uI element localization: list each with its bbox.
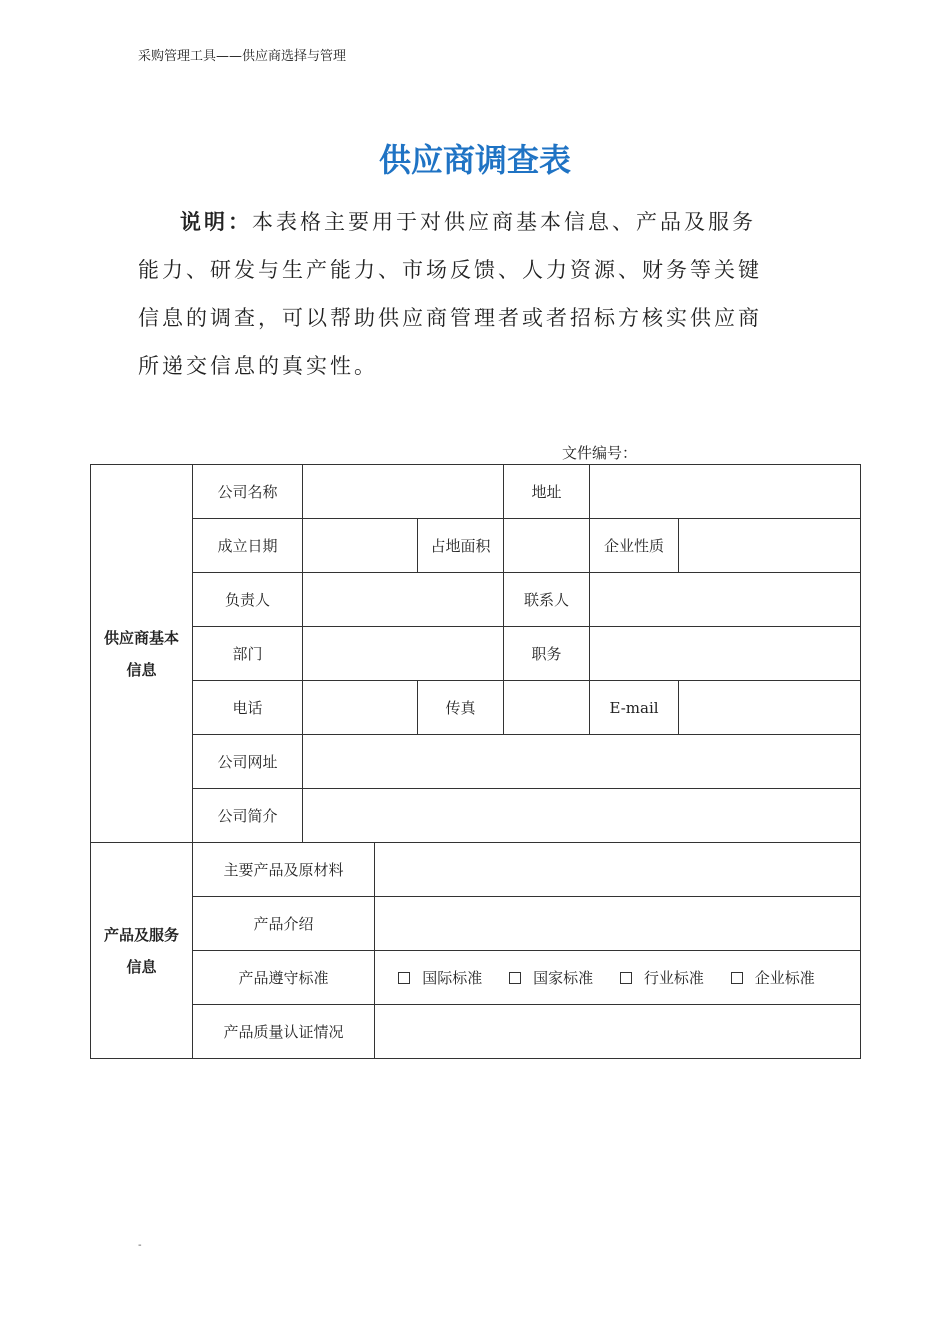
page-header: 采购管理工具——供应商选择与管理 [138,49,347,64]
fax-label: 传真 [418,681,504,735]
company-name-field[interactable] [303,465,504,519]
supplier-survey-table [90,464,861,1059]
product-info-group-text: 产品及服务信息 [103,925,179,976]
email-label: E-mail [590,681,679,735]
product-info-group-label [91,843,193,1059]
contact-field[interactable] [590,573,861,627]
standards-label: 产品遵守标准 [193,951,375,1005]
standard-option-industry[interactable] [620,967,704,988]
standard-option-enterprise[interactable] [731,967,815,988]
basic-info-group-text: 供应商基本信息 [103,628,179,679]
checkbox-icon[interactable] [620,972,632,984]
land-area-label: 占地面积 [418,519,504,573]
person-in-charge-label: 负责人 [193,573,303,627]
address-field[interactable] [590,465,861,519]
main-products-label: 主要产品及原材料 [193,843,375,897]
page-title: 供应商调查表 [378,141,571,179]
company-name-label: 公司名称 [193,465,303,519]
description-body: 本表格主要用于对供应商基本信息、产品及服务能力、研发与生产能力、市场反馈、人力资源、财务等关键信息的调查，可以帮助供应商管理者或者招标方核实供应商所递交信息的真实性。 [138,210,762,378]
product-intro-label: 产品介绍 [193,897,375,951]
description-lead: 说明： [180,209,252,234]
checkbox-icon[interactable] [731,972,743,984]
basic-info-group-label [91,465,193,843]
founded-date-field[interactable] [303,519,418,573]
department-field[interactable] [303,627,504,681]
standard-option-label: 企业标准 [754,969,815,987]
email-field[interactable] [679,681,861,735]
position-field[interactable] [590,627,861,681]
profile-field[interactable] [303,789,861,843]
person-in-charge-field[interactable] [303,573,504,627]
checkbox-icon[interactable] [509,972,521,984]
enterprise-type-field[interactable] [679,519,861,573]
phone-field[interactable] [303,681,418,735]
contact-label: 联系人 [504,573,590,627]
website-label: 公司网址 [193,735,303,789]
land-area-field[interactable] [504,519,590,573]
quality-cert-field[interactable] [375,1005,861,1059]
footer-mark: - [138,1240,142,1251]
enterprise-type-label: 企业性质 [590,519,679,573]
founded-date-label: 成立日期 [193,519,303,573]
main-products-field[interactable] [375,843,861,897]
department-label: 部门 [193,627,303,681]
checkbox-icon[interactable] [398,972,410,984]
address-label: 地址 [504,465,590,519]
position-label: 职务 [504,627,590,681]
standards-options [375,951,861,1005]
file-number-label: 文件编号： [562,444,638,462]
profile-label: 公司简介 [193,789,303,843]
standard-option-national[interactable] [509,967,593,988]
description [138,198,768,390]
website-field[interactable] [303,735,861,789]
standard-option-label: 行业标准 [643,969,704,987]
phone-label: 电话 [193,681,303,735]
standard-option-label: 国际标准 [422,969,483,987]
standard-option-international[interactable] [398,967,482,988]
standard-option-label: 国家标准 [533,969,594,987]
fax-field[interactable] [504,681,590,735]
quality-cert-label: 产品质量认证情况 [193,1005,375,1059]
product-intro-field[interactable] [375,897,861,951]
